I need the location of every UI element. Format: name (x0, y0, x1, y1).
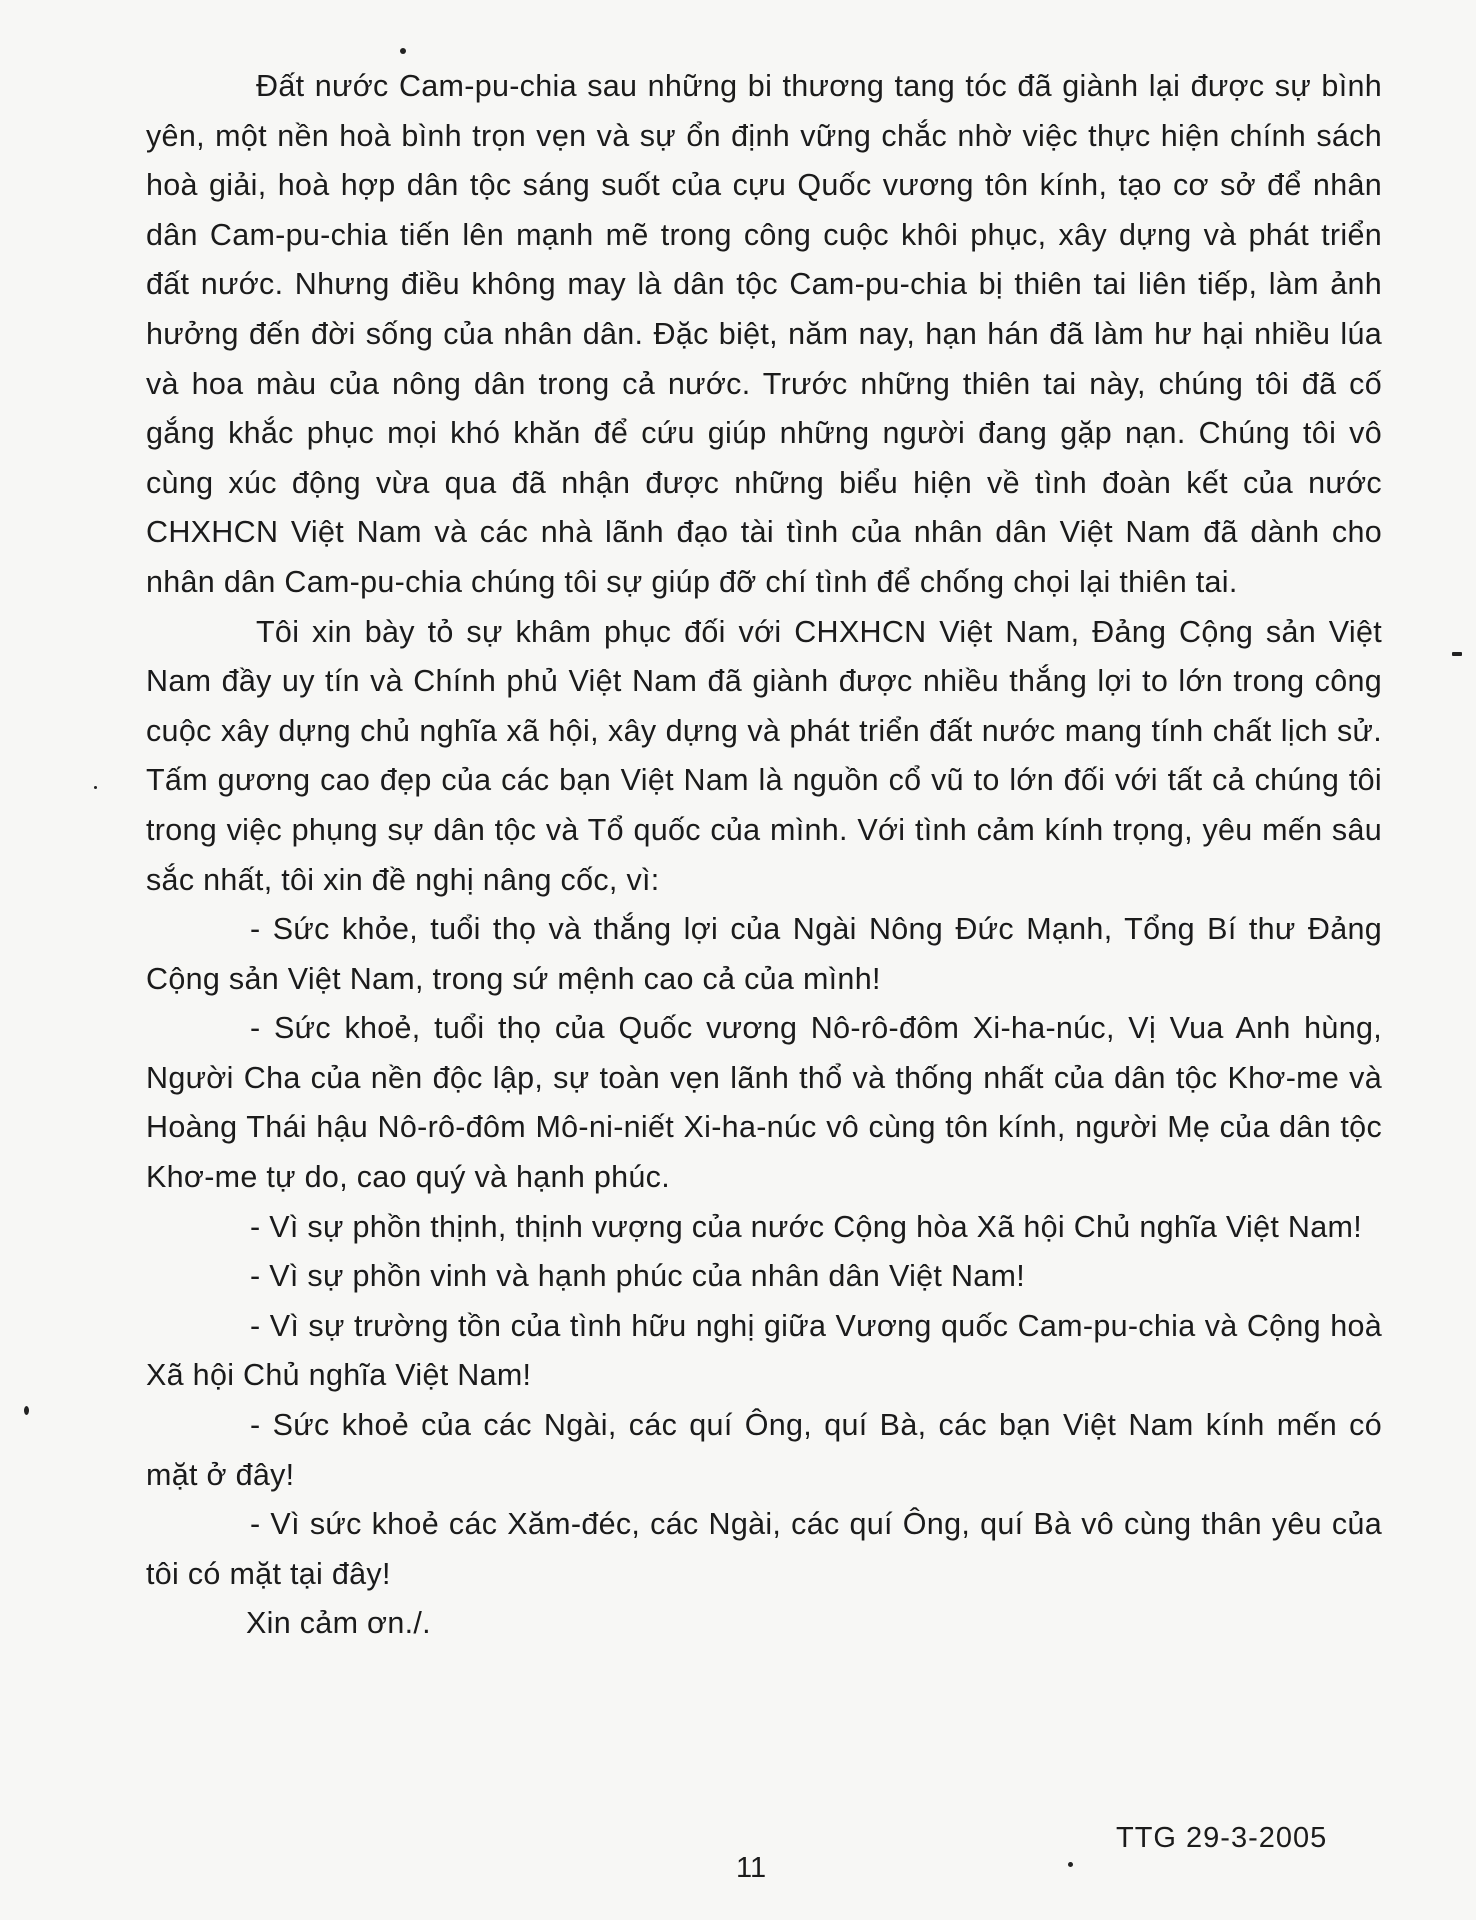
document-body (146, 62, 1382, 1649)
toast-item: - Vì sự phồn thịnh, thịnh vượng của nước Cộng hòa Xã hội Chủ nghĩa Việt Nam! (250, 1209, 1362, 1244)
page-number: 11 (736, 1852, 767, 1884)
scan-speck (1068, 1862, 1073, 1867)
paragraph-cambodia-recovery: Đất nước Cam-pu-chia sau những bi thương tang tóc đã giành lại được sự bình yên, một nền hoà bình trọn vẹn và sự ổn định vững chắc nhờ việc thực hiện chính sách hoà giải, hoà hợp dân tộc sáng suốt của cựu Quốc vương tôn kính, tạo cơ sở để nhân dân Cam-pu-chia tiến lên mạnh mẽ trong công cuộc khôi phục, xây dựng và phát triển đất nước. Nhưng điều không may là dân tộc Cam-pu-chia bị thiên tai liên tiếp, làm ảnh hưởng đến đời sống của nhân dân. Đặc biệt, năm nay, hạn hán đã làm hư hại nhiều lúa và hoa màu của nông dân trong cả nước. Trước những thiên tai này, chúng tôi đã cố gắng khắc phục mọi khó khăn để cứu giúp những người đang gặp nạn. Chúng tôi vô cùng xúc động vừa qua đã nhận được những biểu hiện về tình đoàn kết của nước CHXHCN Việt Nam và các nhà lãnh đạo tài tình của nhân dân Việt Nam đã dành cho nhân dân Cam-pu-chia chúng tôi sự giúp đỡ chí tình để chống chọi lại thiên tai. (146, 69, 1382, 599)
toast-item: - Vì sự trường tồn của tình hữu nghị giữa Vương quốc Cam-pu-chia và Cộng hoà Xã hội Chủ nghĩa Việt Nam! (146, 1308, 1382, 1393)
toast-item: - Sức khoẻ của các Ngài, các quí Ông, quí Bà, các bạn Việt Nam kính mến có mặt ở đây! (146, 1408, 1382, 1492)
scan-speck (94, 786, 97, 789)
scan-speck (1452, 652, 1462, 656)
closing-thanks: Xin cảm ơn./. (246, 1606, 431, 1641)
toast-item: - Vì sự phồn vinh và hạnh phúc của nhân dân Việt Nam! (250, 1259, 1026, 1294)
document-code: TTG 29-3-2005 (1116, 1822, 1328, 1854)
toast-item: - Vì sức khoẻ các Xăm-đéc, các Ngài, các quí Ông, quí Bà vô cùng thân yêu của tôi có mặt tại đây! (146, 1507, 1382, 1591)
toast-item: - Sức khoẻ, tuổi thọ của Quốc vương Nô-rô-đôm Xi-ha-núc, Vị Vua Anh hùng, Người Cha của nền độc lập, sự toàn vẹn lãnh thổ và thống nhất của dân tộc Khơ-me và Hoàng Thái hậu Nô-rô-đôm Mô-ni-niết Xi-ha-núc vô cùng tôn kính, người Mẹ của dân tộc Khơ-me tự do, cao quý và hạnh phúc. (146, 1011, 1382, 1195)
scan-speck (24, 1406, 29, 1415)
toast-item: - Sức khỏe, tuổi thọ và thắng lợi của Ngài Nông Đức Mạnh, Tổng Bí thư Đảng Cộng sản Việt Nam, trong sứ mệnh cao cả của mình! (146, 912, 1382, 996)
scan-speck (400, 48, 406, 54)
paragraph-admiration-vietnam: Tôi xin bày tỏ sự khâm phục đối với CHXHCN Việt Nam, Đảng Cộng sản Việt Nam đầy uy tín và Chính phủ Việt Nam đã giành được nhiều thắng lợi to lớn trong công cuộc xây dựng chủ nghĩa xã hội, xây dựng và phát triển đất nước mang tính chất lịch sử. Tấm gương cao đẹp của các bạn Việt Nam là nguồn cổ vũ to lớn đối với tất cả chúng tôi trong việc phụng sự dân tộc và Tổ quốc của mình. Với tình cảm kính trọng, yêu mến sâu sắc nhất, tôi xin đề nghị nâng cốc, vì: (146, 614, 1382, 897)
